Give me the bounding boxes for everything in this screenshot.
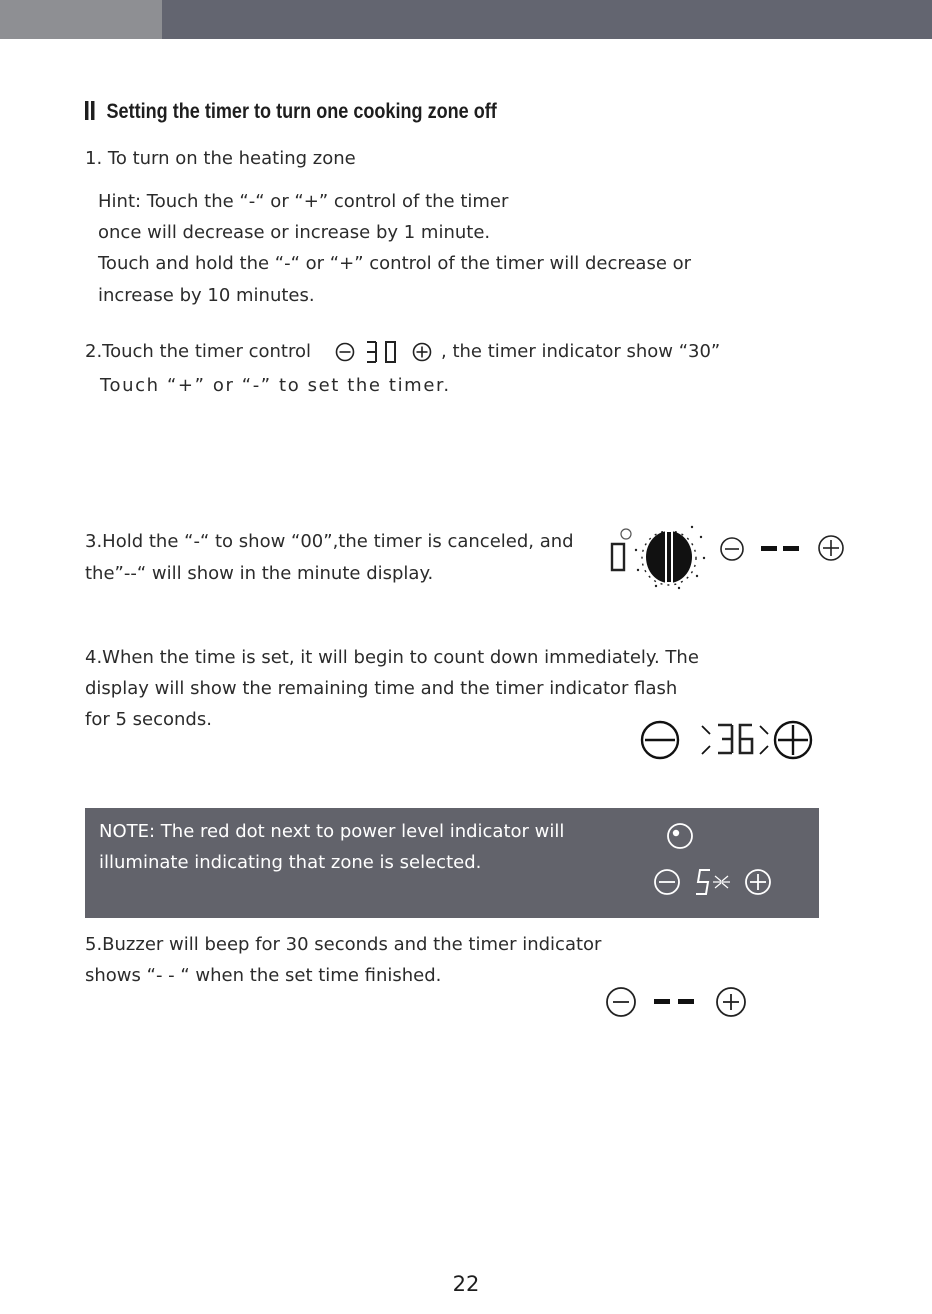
note-box (85, 808, 819, 918)
hint-line-3: Touch and hold the “-“ or “+” control of the timer will decrease or (98, 253, 692, 274)
step-5-line-2: shows “- - “ when the set time finished. (85, 965, 442, 986)
digit-3 (718, 725, 732, 753)
dash-dash-display (654, 999, 694, 1004)
knob-dial-icon (635, 526, 705, 589)
power-level-display (647, 820, 813, 906)
step-4-line-2: display will show the remaining time and the timer indicator flash (85, 678, 678, 699)
selected-dot-icon (668, 824, 692, 848)
flash-marks-left (702, 726, 710, 754)
step-5-line-1: 5.Buzzer will beep for 30 seconds and the timer indicator (85, 934, 602, 955)
dash-dash-display (761, 546, 799, 551)
header-bar (0, 0, 932, 39)
heading-text: Setting the timer to turn one cooking zone off (106, 100, 497, 123)
step-3-line-1: 3.Hold the “-“ to show “00”,the timer is canceled, and (85, 531, 574, 552)
digit-0 (386, 342, 395, 362)
step-4-line-3: for 5 seconds. (85, 709, 212, 730)
note-line-1: NOTE: The red dot next to power level indicator will (99, 821, 565, 842)
plus-circle-icon (414, 344, 431, 361)
digit-0 (612, 544, 624, 570)
digit-3 (367, 342, 376, 362)
flash-marks-right (760, 726, 768, 754)
heading-bullet-icon (91, 101, 94, 120)
countdown-display-36 (638, 718, 816, 762)
step-4-line-1: 4.When the time is set, it will begin to count down immediately. The (85, 647, 699, 668)
plus-circle-icon (819, 536, 843, 560)
hint-line-1: Hint: Touch the “-“ or “+” control of the timer (98, 191, 509, 212)
step-3-line-2: the”--“ will show in the minute display. (85, 563, 434, 584)
minus-circle-icon (607, 988, 635, 1016)
step-2-suffix: , the timer indicator show “30” (441, 341, 721, 362)
plus-circle-icon (775, 722, 811, 758)
finished-display (604, 984, 750, 1020)
flash-marks (713, 876, 730, 888)
step-1-text: 1. To turn on the heating zone (85, 148, 356, 169)
digit-6 (740, 725, 752, 753)
digit-5 (696, 870, 710, 894)
plus-circle-icon (746, 870, 770, 894)
plus-circle-icon (717, 988, 745, 1016)
knob-timer-display (604, 512, 854, 594)
step-2-prefix: 2.Touch the timer control (85, 341, 312, 362)
zone-indicator-dot-icon (621, 529, 631, 539)
minus-circle-icon (721, 538, 743, 560)
hint-line-4: increase by 10 minutes. (98, 285, 315, 306)
minus-circle-icon (655, 870, 679, 894)
minus-circle-icon (642, 722, 678, 758)
header-tab (0, 0, 162, 39)
page-number: 22 (452, 1272, 480, 1296)
timer-control-30-icon (334, 338, 438, 366)
step-2-line-2: Touch “+” or “-” to set the timer. (100, 375, 451, 396)
heading-bullet-icon (85, 101, 88, 120)
hint-line-2: once will decrease or increase by 1 minute. (98, 222, 491, 243)
section-heading (85, 100, 497, 124)
minus-circle-icon (337, 344, 354, 361)
note-line-2: illuminate indicating that zone is selected. (99, 852, 482, 873)
